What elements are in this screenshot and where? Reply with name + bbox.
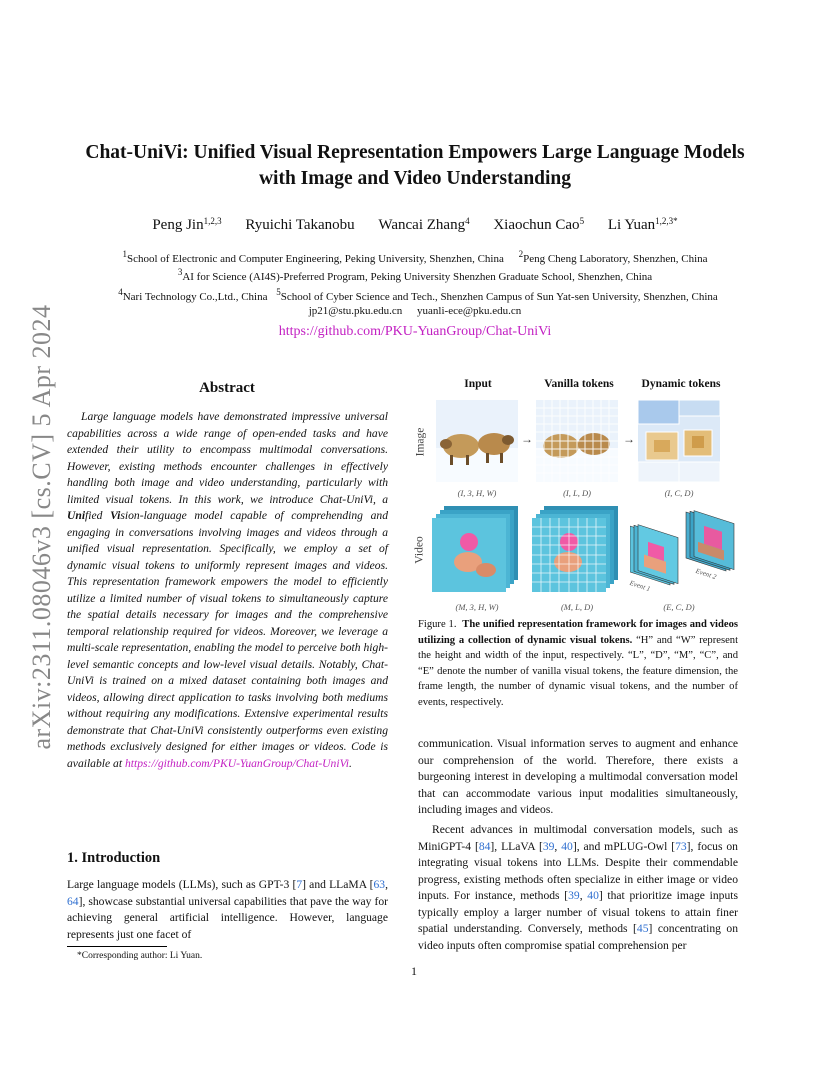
body-paragraph: Recent advances in multimodal conversation models, such as MiniGPT-4 [84], LLaVA [39, 40], and mPLUG-Owl [73], focus on integrating visual tokens into LLMs. Despite their commendable progress, existing methods often specialize in either image or video inputs. For instance, methods [39, 40] that prioritize image inputs typically employ a larger number of visual tokens to attain finer spatial understanding. Conversely, methods [45] concentrating on video inputs often compromise spatial comprehension per [418,823,738,952]
author-emails [40,304,790,318]
dimension-label: (I, 3, H, W) [457,488,497,498]
row-label-image: Image [414,427,427,457]
citation-link[interactable]: 40 [561,839,573,853]
citation-link[interactable]: 84 [478,839,491,853]
email[interactable]: jp21@stu.pku.edu.cn [308,305,403,317]
vanilla-tokens-image [536,400,618,482]
section-heading: 1. Introduction [67,850,161,866]
citation-link[interactable]: 40 [587,889,599,902]
row-label-video: Video [413,536,426,564]
abstract-heading: Abstract [199,380,255,396]
abstract-text: Large language models have demonstrated impressive universal capabilities across a wide range of open-ended tasks and have extended their utility to encompass multimodal conversations. However, existing methods encounter challenges in effectively handling both image and video understanding, particularly with limited visual tokens. In this work, we introduce Chat-UniVi, a Unified Vision-language model capable of comprehending and engaging in conversations involving images and videos through a unified visual representation. Specifically, we employ a set of dynamic visual tokens to uniformly represent images and videos. This representation framework empowers the model to efficiently utilize a limited number of visual tokens to simultaneously capture the spatial details necessary for images and the comprehensive temporal relationship required for videos. Moreover, we leverage a multi-scale representation, enabling the model to perceive both high-level semantic concepts and low-level visual details. Notably, Chat-UniVi is trained on a mixed dataset containing both images and videos, allowing direct application to tasks involving both mediums without requiring any modifications. Extensive experimental results demonstrate that Chat-UniVi consistently outperforms even existing methods exclusively designed for either images or videos. Code is available at https://github.com/PKU-YuanGroup/Chat-UniVi. [67,410,388,770]
dimension-label: (M, 3, H, W) [455,602,499,612]
author: Li Yuan$^{1,2,3*}$ [607,216,678,233]
column-header-input: Input [464,378,492,390]
author-list [60,216,770,234]
author: Peng Jin$^{1,2,3}$ [152,216,222,233]
dimension-label: (M, L, D) [560,602,594,612]
citation-link[interactable]: 63 [373,878,386,891]
vanilla-tokens-video [532,506,622,596]
figure-caption: Figure 1. The unified representation framework for images and videos utilizing a collection of dynamic visual tokens. “H” and “W” represent the height and width of the input, respectively. “L”, “D”, “M”, “C”, and “E” denote the number of vanilla visual tokens, the feature dimension, the frame length, the number of dynamic visual tokens, and the number of events, respectively. [418,619,739,708]
paper-title: Chat-UniVi: Unified Visual Representation Empowers Large Language Models with Image and Video Understanding [85,142,745,189]
affiliation-line: $^3$AI for Science (AI4S)-Preferred Program, Peking University Shenzhen Graduate School, Shenzhen, China [177,267,653,283]
input-image-sheep [436,400,518,482]
footnote: *Corresponding author: Li Yuan. [77,951,203,961]
affiliation-line: $^4$Nari Technology Co.,Ltd., China $^5$School of Cyber Science and Tech., Shenzhen Campus of Sun Yat-sen University, Shenzhen, China [118,287,718,303]
dimension-label: (E, C, D) [663,602,695,612]
column-header-dynamic: Dynamic tokens [641,378,721,390]
citation-link[interactable]: 39 [542,839,555,853]
page-number: 1 [411,964,417,978]
input-video-frames [432,506,522,596]
author: Ryuichi Takanobu [245,217,355,233]
citation-link[interactable]: 73 [675,839,687,853]
event-label: Event 1 [628,578,652,594]
abstract-code-link[interactable]: https://github.com/PKU-YuanGroup/Chat-UniVi [124,756,350,770]
footnote-rule [67,946,167,947]
arxiv-identifier: arXiv:2311.08046v3 [cs.CV] 5 Apr 2024 [27,304,56,750]
email[interactable]: yuanli-ece@pku.edu.cn [417,305,522,317]
citation-link[interactable]: 7 [296,878,303,891]
body-paragraph: communication. Visual information serves to augment and enhance our comprehension of the world. Therefore, there exists a burgeoning interest in developing a multimodal conversation model that can accommodate various input modalities simultaneously, including images and videos. [418,737,738,816]
dynamic-tokens-image [638,400,720,482]
citation-link[interactable]: 64 [67,894,79,908]
citation-link[interactable]: 45 [636,922,649,935]
column-header-vanilla: Vanilla tokens [544,378,614,390]
event-label: Event 2 [694,566,718,582]
affiliation-line: $^1$School of Electronic and Computer Engineering, Peking University, Shenzhen, China $^2$Peng Cheng Laboratory, Shenzhen, China [122,249,708,265]
arrow-right-icon: → [521,432,533,446]
repo-link[interactable]: https://github.com/PKU-YuanGroup/Chat-UniVi [278,324,552,339]
figure-1 [413,376,738,616]
dimension-label: (I, L, D) [563,488,591,498]
author: Xiaochun Cao$^5$ [493,216,585,233]
citation-link[interactable]: 39 [568,889,580,902]
dimension-label: (I, C, D) [664,488,694,498]
arrow-right-icon: → [623,432,635,446]
author: Wancai Zhang$^4$ [378,216,470,233]
intro-paragraph: Large language models (LLMs), such as GPT-3 [7] and LLaMA [63, 64], showcase substantial universal capabilities that pave the way for achieving general artificial intelligence. However, language represents just one facet of [67,878,388,941]
